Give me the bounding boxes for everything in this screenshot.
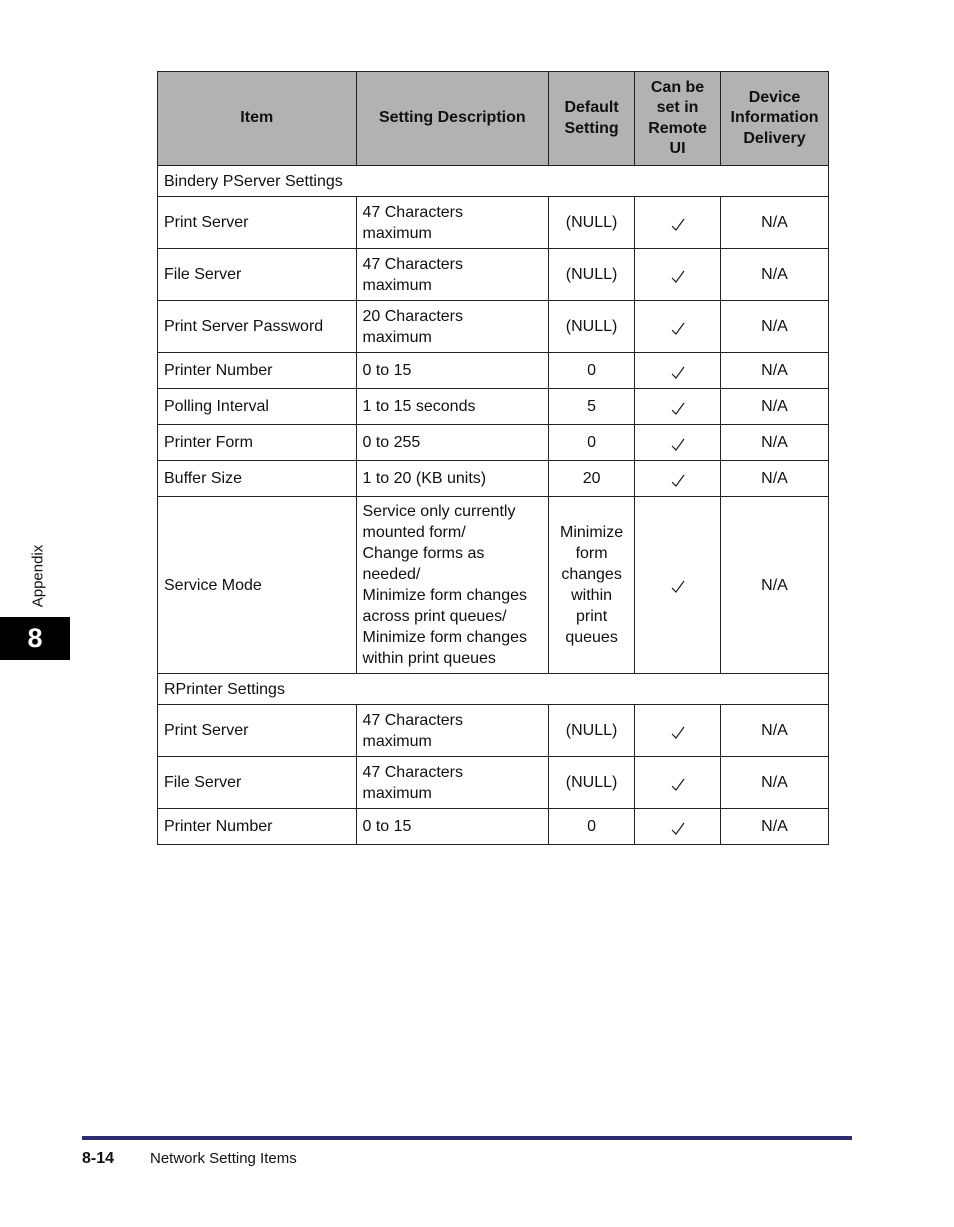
footer-title: Network Setting Items [150, 1150, 297, 1167]
row-delivery: N/A [721, 497, 829, 674]
row-default: (NULL) [549, 301, 635, 353]
table-row [158, 809, 829, 845]
row-item: File Server [158, 249, 357, 301]
row-delivery: N/A [721, 425, 829, 461]
row-item: Printer Number [158, 353, 357, 389]
row-default: 0 [549, 809, 635, 845]
section-title-rprinter: RPrinter Settings [158, 674, 829, 705]
row-description: 0 to 15 [356, 353, 549, 389]
row-description: 1 to 20 (KB units) [356, 461, 549, 497]
table-row [158, 497, 829, 674]
check-mark-icon [635, 197, 721, 249]
row-delivery: N/A [721, 461, 829, 497]
section-side-label-text: Appendix [29, 544, 47, 608]
row-description: 47 Characters maximum [356, 757, 549, 809]
header-default-setting: Default Setting [549, 72, 635, 166]
row-description: 47 Characters maximum [356, 705, 549, 757]
row-description: 1 to 15 seconds [356, 389, 549, 425]
row-item: Print Server [158, 705, 357, 757]
row-item: File Server [158, 757, 357, 809]
header-item: Item [158, 72, 357, 166]
table-row [158, 301, 829, 353]
check-mark-icon [635, 497, 721, 674]
check-mark-icon [635, 461, 721, 497]
row-item: Printer Number [158, 809, 357, 845]
row-default: Minimize form changes within print queues [549, 497, 635, 674]
check-mark-icon [635, 301, 721, 353]
section-row-rprinter [158, 674, 829, 705]
row-default: (NULL) [549, 249, 635, 301]
row-delivery: N/A [721, 809, 829, 845]
page-number: 8-14 [82, 1150, 115, 1167]
row-description: 20 Characters maximum [356, 301, 549, 353]
row-item: Polling Interval [158, 389, 357, 425]
table-row [158, 353, 829, 389]
row-delivery: N/A [721, 389, 829, 425]
row-delivery: N/A [721, 353, 829, 389]
section-row-bindery [158, 166, 829, 197]
row-item: Print Server [158, 197, 357, 249]
row-item: Buffer Size [158, 461, 357, 497]
check-mark-icon [635, 425, 721, 461]
table-row [158, 425, 829, 461]
row-default: 20 [549, 461, 635, 497]
row-default: (NULL) [549, 705, 635, 757]
table-row [158, 757, 829, 809]
row-default: 0 [549, 425, 635, 461]
row-delivery: N/A [721, 301, 829, 353]
header-setting-description: Setting Description [356, 72, 549, 166]
table-header-row [158, 72, 829, 166]
check-mark-icon [635, 705, 721, 757]
header-device-info-delivery: Device Information Delivery [721, 72, 829, 166]
check-mark-icon [635, 389, 721, 425]
table-row [158, 249, 829, 301]
table-row [158, 461, 829, 497]
header-remote-ui: Can be set in Remote UI [635, 72, 721, 166]
row-description: 0 to 255 [356, 425, 549, 461]
settings-table [157, 71, 829, 845]
row-item: Service Mode [158, 497, 357, 674]
check-mark-icon [635, 757, 721, 809]
row-description: 47 Characters maximum [356, 197, 549, 249]
section-title-bindery: Bindery PServer Settings [158, 166, 829, 197]
check-mark-icon [635, 809, 721, 845]
footer-rule [82, 1136, 852, 1140]
check-mark-icon [635, 249, 721, 301]
row-item: Print Server Password [158, 301, 357, 353]
row-default: 0 [549, 353, 635, 389]
row-default: (NULL) [549, 197, 635, 249]
row-delivery: N/A [721, 705, 829, 757]
chapter-number: 8 [27, 623, 43, 653]
table-row [158, 389, 829, 425]
row-description: Service only currently mounted form/ Change forms as needed/ Minimize form changes across print queues/ Minimize form changes within print queues [356, 497, 549, 674]
row-delivery: N/A [721, 757, 829, 809]
row-description: 47 Characters maximum [356, 249, 549, 301]
table-row [158, 705, 829, 757]
row-default: 5 [549, 389, 635, 425]
table-row [158, 197, 829, 249]
row-delivery: N/A [721, 249, 829, 301]
row-delivery: N/A [721, 197, 829, 249]
section-side-label [28, 541, 48, 611]
row-description: 0 to 15 [356, 809, 549, 845]
check-mark-icon [635, 353, 721, 389]
chapter-tab [0, 617, 70, 660]
row-item: Printer Form [158, 425, 357, 461]
row-default: (NULL) [549, 757, 635, 809]
